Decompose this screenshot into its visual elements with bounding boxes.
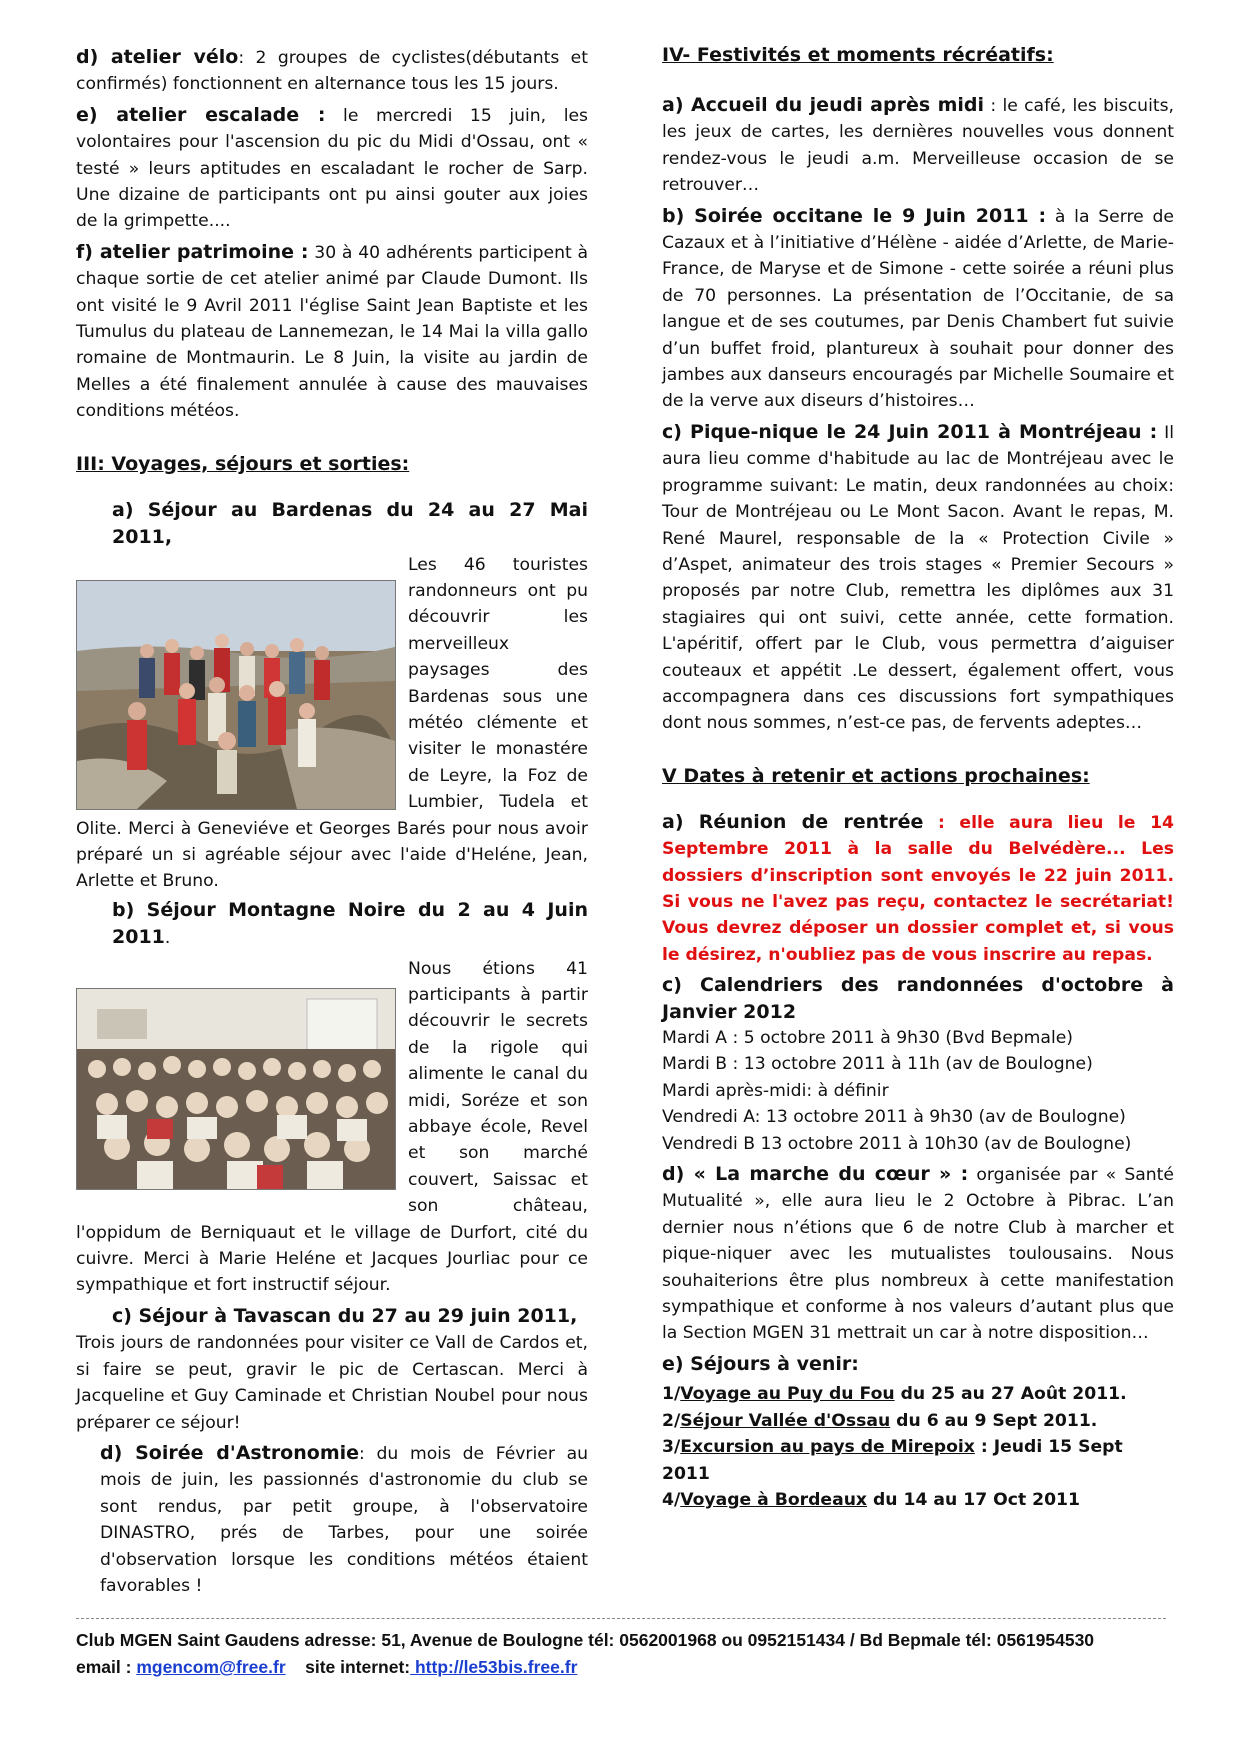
heading-marche-coeur: d) « La marche du cœur » : xyxy=(662,1163,969,1186)
heading-calendriers: c) Calendriers des randonnées d'octobre à Janvier 2012 xyxy=(662,974,1174,1023)
heading-atelier-patrimoine: f) atelier patrimoine : xyxy=(76,240,309,263)
calendar-line: Vendredi B 13 octobre 2011 à 10h30 (av de Boulogne) xyxy=(662,1133,1132,1154)
heading-sejour-tavascan: c) Séjour à Tavascan du 27 au 29 juin 2011, xyxy=(112,1304,578,1327)
sejours-list xyxy=(662,1381,1174,1513)
heading-sejour-montagne-noire: b) Séjour Montagne Noire du 2 au 4 Juin 2011. xyxy=(112,898,588,949)
text-sejour-tavascan: Trois jours de randonnées pour visiter ce Vall de Cardos et, si faire se peut, gravir le pic de Certascan. Merci à Jacqueline et Guy Caminade et Christian Noubel pour nous préparer ce séjour! xyxy=(76,1333,588,1433)
heading-accueil-jeudi: a) Accueil du jeudi après midi xyxy=(662,94,985,116)
list-item: 1/Voyage au Puy du Fou du 25 au 27 Août 2011. xyxy=(662,1384,1127,1405)
calendar-line: Mardi après-midi: à définir xyxy=(662,1080,889,1101)
email-link[interactable]: mgencom@free.fr xyxy=(136,1657,286,1677)
heading-reunion-rentree: a) Réunion de rentrée xyxy=(662,810,924,833)
paragraph-sejour-bardenas: Les 46 touristes randonneurs ont pu découvrir les merveilleux paysages des Bardenas sous une météo clémente et visiter le monastére de Leyre, la Foz de Lumbier, Tudela et Olite. Merci à Geneviéve et Georges Barés pour nous avoir préparé un si agréable séjour avec l'aide d'Heléne, Jean, Arlette et Bruno. xyxy=(76,554,588,892)
heading-sejours-a-venir: e) Séjours à venir: xyxy=(662,1352,859,1375)
list-item: 4/Voyage à Bordeaux du 14 au 17 Oct 2011 xyxy=(662,1489,1080,1510)
left-column xyxy=(76,44,588,1599)
heading-soiree-occitane: b) Soirée occitane le 9 Juin 2011 : xyxy=(662,204,1047,227)
paragraph-pique-nique: c) Pique-nique le 24 Juin 2011 à Montréjeau : Il aura lieu comme d'habitude au lac de Montréjeau avec le programme suivant: Le matin, deux randonnées au choix: Tour de Montréjeau ou Le Mont Sacon. Avant le repas, M. René Maurel, responsable de la « Protection Civile » d’Aspet, animateur des trois stages « Premier Secours » proposés par notre Club, remettra les diplômes aux 31 stagiaires qui ont suivi, cette année, cette formation. L'apéritif, offert par le Club, vous permettra d’aiguiser couteaux et appétit .Le dessert, également offert, vous accompagnera dans ces discussions fort sympathiques dont nous sommes, n’est-ce pas, de fervents adeptes… xyxy=(662,420,1174,734)
heading-soiree-astronomie: d) Soirée d'Astronomie xyxy=(100,1441,360,1464)
paragraph-atelier-escalade: e) atelier escalade : le mercredi 15 juin, les volontaires pour l'ascension du pic du Midi d'Ossau, ont « testé » leurs aptitudes en escaladant le rocher de Sarp. Une dizaine de participants ont pu ainsi gouter aux joies de la grimpette.... xyxy=(76,103,589,232)
section-heading-festivites: IV- Festivités et moments récréatifs: xyxy=(662,44,1054,66)
calendar-list xyxy=(662,1025,1174,1157)
website-link[interactable]: http://le53bis.free.fr xyxy=(410,1657,578,1677)
list-item: 2/Séjour Vallée d'Ossau du 6 au 9 Sept 2011. xyxy=(662,1410,1098,1431)
footer xyxy=(76,1618,1176,1681)
paragraph-accueil-jeudi: a) Accueil du jeudi après midi : le café, les biscuits, les jeux de cartes, les dernières nouvelles vous donnent rendez-vous le jeudi a.m. Merveilleuse occasion de se retrouver… xyxy=(662,94,1175,196)
paragraph-atelier-patrimoine: f) atelier patrimoine : 30 à 40 adhérents participent à chaque sortie de cet atelier animé par Claude Dumont. Ils ont visité le 9 Avril 2011 l'église Saint Jean Baptiste et les Tumulus du plateau de Lannemezan, le 14 Mai la villa gallo romaine de Montmaurin. Le 8 Juin, la visite au jardin de Melles a été finalement annulée à cause des mauvaises conditions météos. xyxy=(76,240,588,422)
footer-address: Club MGEN Saint Gaudens adresse: 51, Avenue de Boulogne tél: 0562001968 ou 0952151434 / Bd Bepmale tél: 0561954530 xyxy=(76,1630,1095,1650)
calendar-line: Mardi A : 5 octobre 2011 à 9h30 (Bvd Bepmale) xyxy=(662,1028,1074,1048)
paragraph-sejour-montagne-noire: Nous étions 41 participants à partir découvrir le secrets de la rigole qui alimente le canal du midi, Soréze et son abbaye école, Revel et son marché couvert, Saissac et son château, l'oppidum de Berniquaut et le village de Durfort, cité du cuivre. Merci à Marie Heléne et Jacques Jourliac pour ce sympathique et fort instructif séjour. xyxy=(76,958,588,1296)
calendar-line: Mardi B : 13 octobre 2011 à 11h (av de Boulogne) xyxy=(662,1054,1093,1075)
heading-pique-nique: c) Pique-nique le 24 Juin 2011 à Montréjeau : xyxy=(662,420,1158,443)
heading-atelier-escalade: e) atelier escalade : xyxy=(76,103,326,126)
footer-contact: email : mgencom@free.fr site internet: http://le53bis.free.fr xyxy=(76,1657,578,1677)
calendar-line: Vendredi A: 13 octobre 2011 à 9h30 (av de Boulogne) xyxy=(662,1107,1126,1128)
paragraph-atelier-velo: d) atelier vélo: 2 groupes de cyclistes(débutants et confirmés) fonctionnent en alternance tous les 15 jours. xyxy=(76,46,588,95)
heading-sejour-bardenas: a) Séjour au Bardenas du 24 au 27 Mai 2011, xyxy=(112,498,588,549)
reunion-rentree-details: : elle aura lieu le 14 Septembre 2011 à la salle du Belvédère... Les dossiers d’inscription sont envoyés le 22 juin 2011. Si vous ne l'avez pas reçu, contactez le secrétariat! Vous devrez déposer un dossier complet et, si vous le désirez, n'oubliez pas de vous inscrire au repas. xyxy=(662,812,1174,965)
paragraph-sejour-tavascan xyxy=(76,1303,588,1330)
heading-atelier-velo: d) atelier vélo xyxy=(76,46,239,68)
section-heading-dates: V Dates à retenir et actions prochaines: xyxy=(662,764,1090,787)
paragraph-reunion-rentree xyxy=(662,809,1174,968)
photo-montagne-noire-group xyxy=(76,988,396,1190)
footer-divider xyxy=(76,1618,1166,1619)
paragraph-marche-coeur: d) « La marche du cœur » : organisée par « Santé Mutualité », elle aura lieu le 2 Octobre à Pibrac. L’an dernier nous n’étions que 6 de notre Club à marcher et pique-niquer avec les mutualistes toulousains. Nous souhaiterions être plus nombreux à cette manifestation sympathique et conforme à nos valeurs d’autant plus que la Section MGEN 31 mettrait un car à notre disposition… xyxy=(662,1163,1174,1344)
section-heading-voyages: III: Voyages, séjours et sorties: xyxy=(76,452,410,475)
list-item: 3/Excursion au pays de Mirepoix : Jeudi 15 Sept 2011 xyxy=(662,1437,1123,1484)
paragraph-soiree-occitane: b) Soirée occitane le 9 Juin 2011 : à la Serre de Cazaux et à l’initiative d’Hélène - aidée d’Arlette, de Marie-France, de Maryse et de Simone - cette soirée a réuni plus de 70 personnes. La présentation de l’Occitanie, de sa langue et de ses coutumes, par Denis Chambert fut suivie d’un buffet froid, plantureux à souhait pour donner des jambes aux danseurs encouragés par Michelle Soumaire et de la verve aux diseurs d’histoires… xyxy=(662,204,1174,412)
paragraph-soiree-astronomie: d) Soirée d'Astronomie: du mois de Février au mois de juin, les passionnés d'astronomie du club se sont rendus, par petit groupe, à l'observatoire DINASTRO, prés de Tarbes, pour une soirée d'observation lorsque les conditions météos étaient favorables ! xyxy=(100,1441,589,1596)
photo-bardenas-group xyxy=(76,580,396,810)
right-column xyxy=(662,44,1174,1513)
